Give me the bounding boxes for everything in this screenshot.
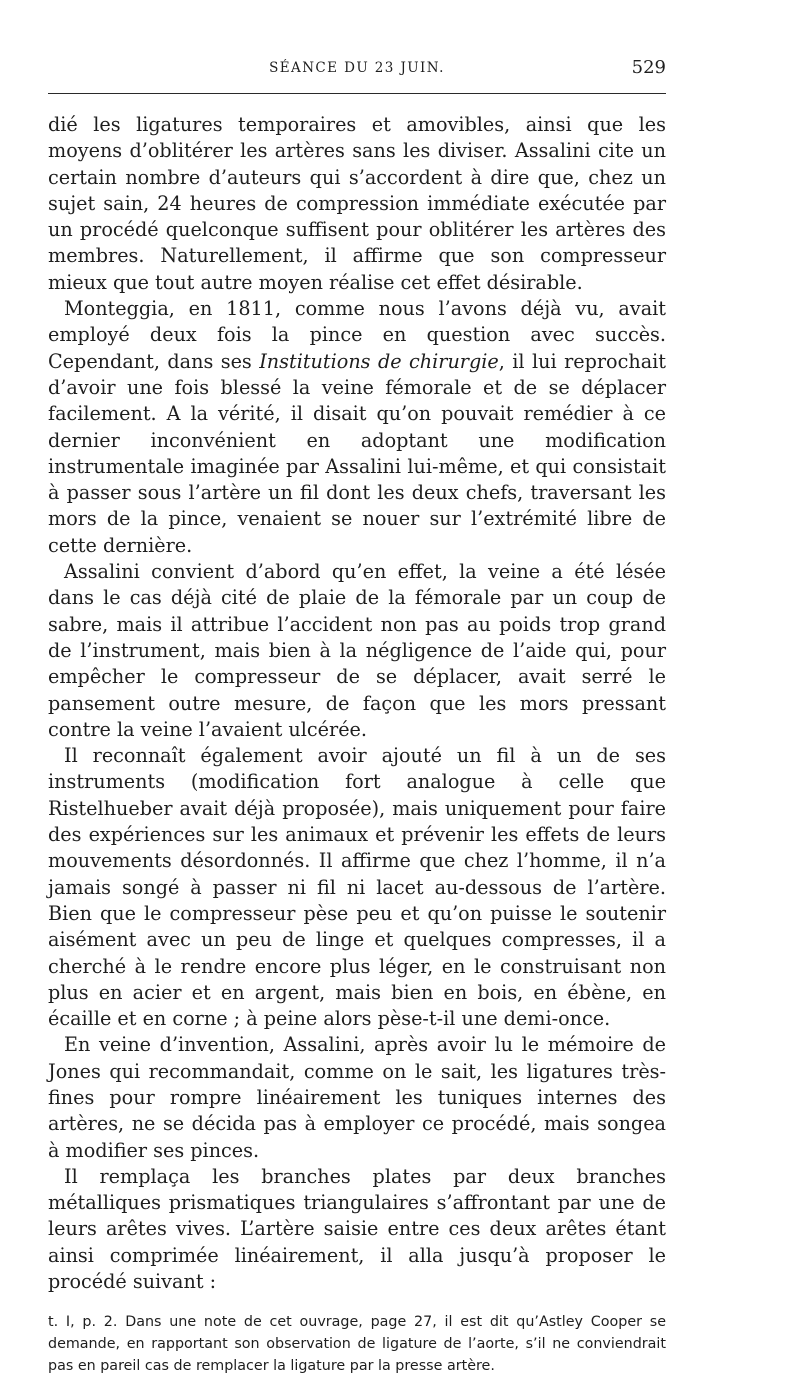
paragraph-5-text: En veine d’invention, Assalini, après avoir lu le mémoire de Jones qui recommandait, comme on le sait, les ligatures très-fines pour rompre linéairement les tuniques internes des artères, ne se décida pas à employer ce procédé, mais songea à modifier ses pinces. (48, 1033, 666, 1162)
paragraph-1 (48, 112, 666, 296)
paragraph-2 (48, 296, 666, 559)
paragraph-4-text: Il reconnaît également avoir ajouté un fil à un de ses instruments (modification fort analogue à celle que Ristelhueber avait déjà proposée), mais uniquement pour faire des expériences sur les animaux et prévenir les effets de leurs mouvements désordonnés. Il affirme que chez l’homme, il n’a jamais songé à passer ni fil ni lacet au-dessous de l’artère. Bien que le compresseur pèse peu et qu’on puisse le soutenir aisément avec un peu de linge et quelques compresses, il a cherché à le rendre encore plus léger, en le construisant non plus en acier et en argent, mais bien en bois, en ébène, en écaille et en corne ; à peine alors pèse-t-il une demi-once. (48, 744, 666, 1031)
page (48, 0, 666, 1377)
paragraph-5 (48, 1032, 666, 1163)
paragraph-3-text: Assalini convient d’abord qu’en effet, la veine a été lésée dans le cas déjà cité de plaie de la fémorale par un coup de sabre, mais il attribue l’accident non pas au poids trop grand de l’instrument, mais bien à la négligence de l’aide qui, pour empêcher le compresseur de se déplacer, avait serré le pansement outre mesure, de façon que les mors pressant contre la veine l’avaient ulcérée. (48, 560, 666, 741)
paragraph-6-text: Il remplaça les branches plates par deux branches métalliques prismatiques triangulaires s’affrontant par une de leurs arêtes vives. L’artère saisie entre ces deux arêtes étant ainsi comprimée linéairement, il alla jusqu’à proposer le procédé suivant : (48, 1164, 666, 1294)
footnote: t. I, p. 2. Dans une note de cet ouvrage, page 27, il est dit qu’Astley Cooper se demande, en rapportant son observation de ligature de l’aorte, s’il ne conviendrait pas en pareil cas de remplacer la ligature par la presse artère. (48, 1314, 666, 1375)
paragraph-3 (48, 559, 666, 743)
paragraph-1-text: dié les ligatures temporaires et amovibles, ainsi que les moyens d’oblitérer les artères sans les diviser. Assalini cite un certain nombre d’auteurs qui s’accordent à dire que, chez un sujet sain, 24 heures de compression immédiate exécutée par un procédé quelconque suffisent pour oblitérer les artères des membres. Naturellement, il affirme que son compresseur mieux que tout autre moyen réalise cet effet désirable. (48, 113, 666, 294)
body-text (48, 112, 666, 1295)
book-title-italic: Institutions de chirurgie (259, 349, 499, 373)
paragraph-2-text-end: , il lui reprochait d’avoir une fois blessé la veine fémorale et de se déplacer facilement. A la vérité, il disait qu’on pouvait remédier à ce dernier inconvénient en adoptant une modification instrumentale imaginée par Assalini lui-même, et qui consistait à passer sous l’artère un fil dont les deux chefs, traversant les mors de la pince, venaient se nouer sur l’extrémité libre de cette dernière. (48, 349, 666, 557)
header-rule (48, 93, 666, 94)
running-head: SÉANCE DU 23 JUIN. (269, 60, 445, 76)
paragraph-2-text-start: Monteggia, en 1811, comme nous l’avons déjà vu, avait employé deux fois la pince en question avec succès. Cependant, dans ses (48, 297, 666, 373)
paragraph-6 (48, 1164, 666, 1295)
page-number: 529 (631, 57, 666, 78)
paragraph-4 (48, 743, 666, 1032)
page-header (48, 0, 666, 96)
